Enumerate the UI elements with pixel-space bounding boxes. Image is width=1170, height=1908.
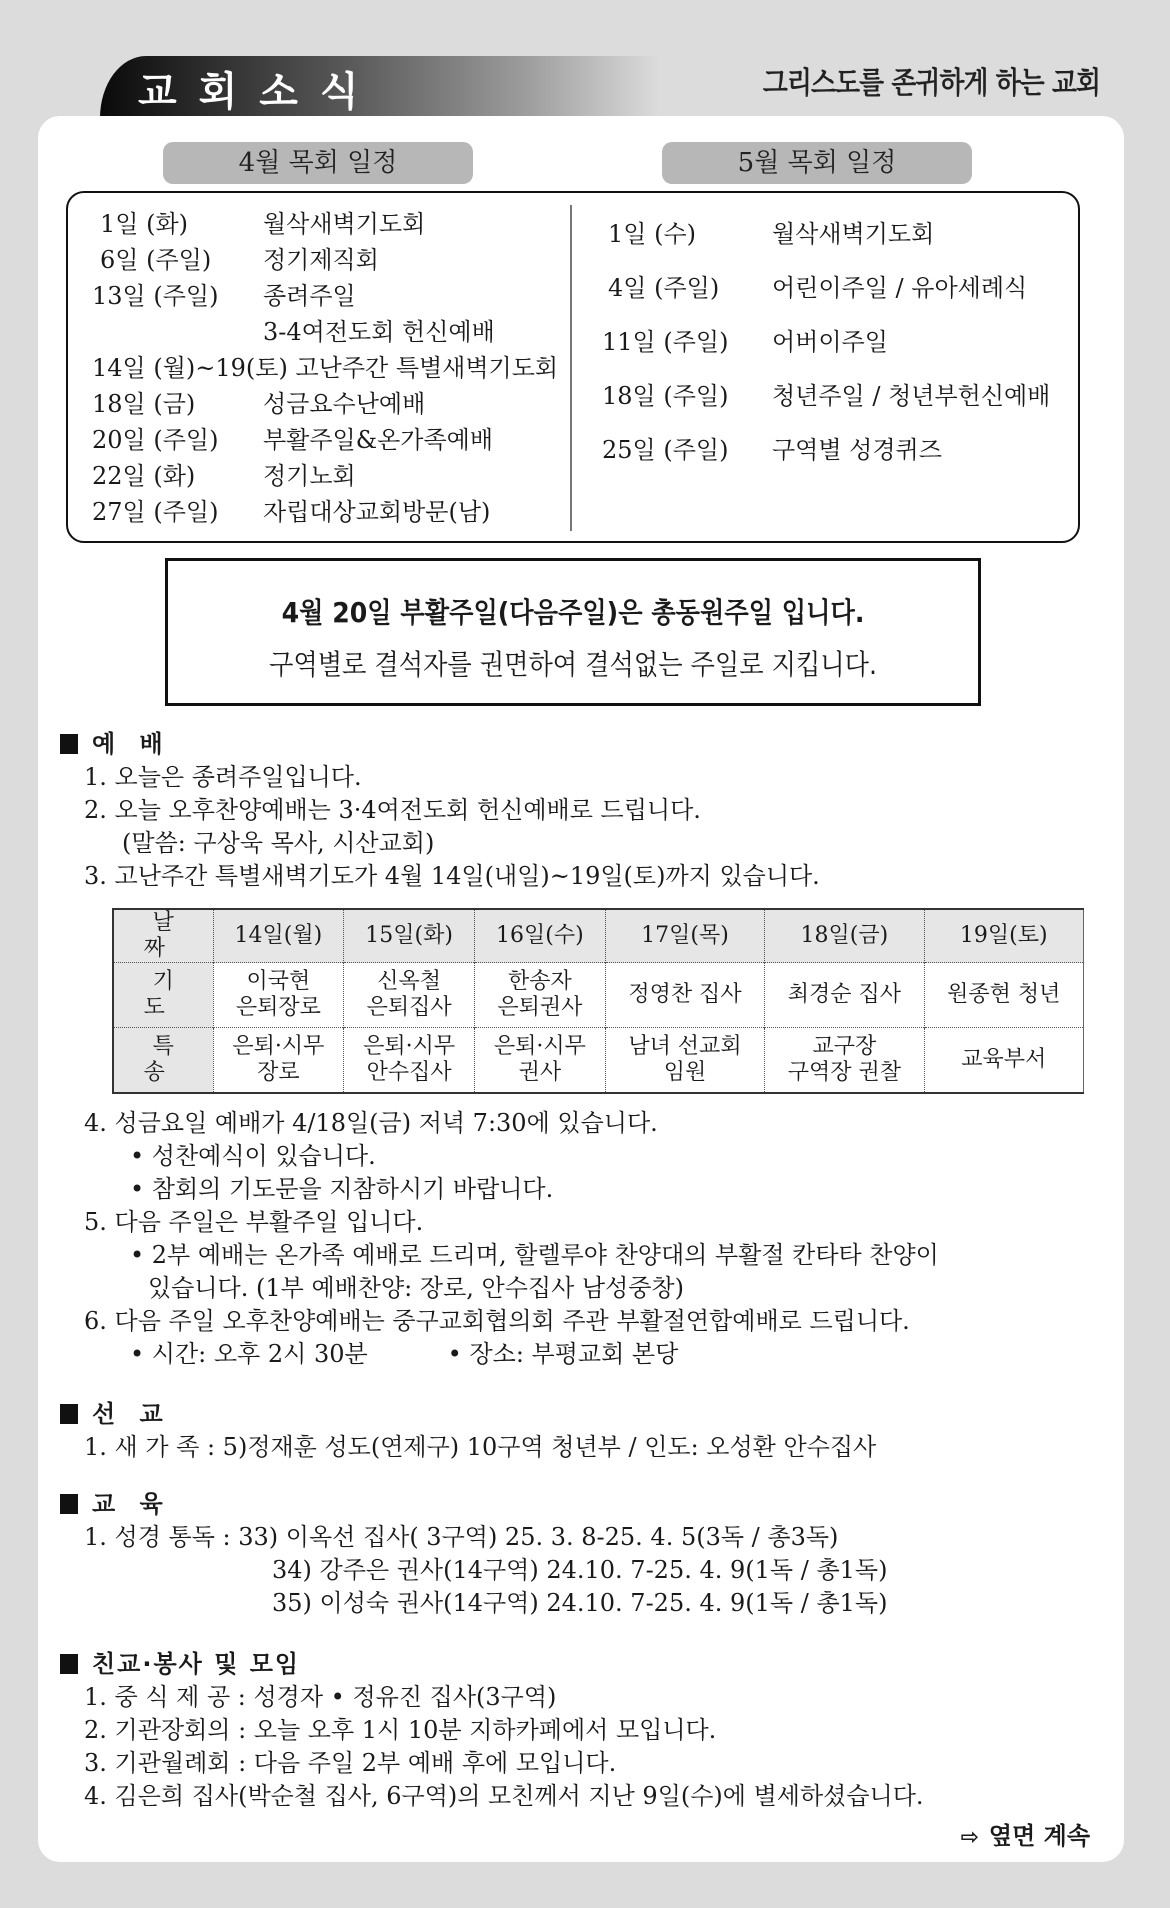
section-heading: 선 교 xyxy=(60,1397,1120,1431)
list-item: 1. 성경 통독 : 33) 이옥선 집사( 3구역) 25. 3. 8-25. 4. 5(3독 / 총3독) xyxy=(84,1523,839,1551)
table-row: 기 도 이국현 은퇴장로 신옥철 은퇴집사 한송자 은퇴권사 정영찬 집사 최경순 집사 원종현 청년 xyxy=(113,963,1084,1028)
square-bullet-icon xyxy=(60,1494,78,1514)
list-item: 35) 이성숙 권사(14구역) 24.10. 7-25. 4. 9(1독 / 총1독) xyxy=(272,1589,888,1617)
list-item: • 참회의 기도문을 지참하시기 바랍니다. xyxy=(130,1175,554,1203)
table-row: 날 짜 14일(월) 15일(화) 16일(수) 17일(목) 18일(금) 19일(토) xyxy=(113,909,1084,963)
schedule-divider xyxy=(570,205,572,531)
fellowship-section xyxy=(60,1647,1120,1813)
notice-box xyxy=(165,558,981,706)
mission-section xyxy=(60,1397,1120,1464)
section-heading: 친교·봉사 및 모임 xyxy=(60,1647,1120,1681)
square-bullet-icon xyxy=(60,734,78,754)
section-heading: 교 육 xyxy=(60,1487,1120,1521)
table-row: 특 송 은퇴·시무 장로 은퇴·시무 안수집사 은퇴·시무 권사 남녀 선교회 임원 교구장 구역장 권찰 교육부서 xyxy=(113,1028,1084,1093)
list-item: 3. 기관월례회 : 다음 주일 2부 예배 후에 모입니다. xyxy=(84,1749,617,1777)
continued-on-next-page: ⇨ 옆면 계속 xyxy=(960,1822,1090,1850)
list-item: 2. 기관장회의 : 오늘 오후 1시 10분 지하카페에서 모입니다. xyxy=(84,1716,717,1744)
list-item: (말씀: 구상욱 목사, 시산교회) xyxy=(122,829,435,857)
list-item: • 시간: 오후 2시 30분 • 장소: 부평교회 본당 xyxy=(130,1340,679,1368)
list-item: 4. 성금요일 예배가 4/18일(금) 저녁 7:30에 있습니다. xyxy=(84,1109,658,1137)
list-item: 2. 오늘 오후찬양예배는 3·4여전도회 헌신예배로 드립니다. xyxy=(84,796,701,824)
list-item: 4. 김은희 집사(박순철 집사, 6구역)의 모친께서 지난 9일(수)에 별세하셨습니다. xyxy=(84,1782,924,1810)
list-item: 3. 고난주간 특별새벽기도가 4월 14일(내일)~19일(토)까지 있습니다. xyxy=(84,862,820,890)
worship-section xyxy=(60,727,1120,893)
square-bullet-icon xyxy=(60,1404,78,1424)
page-header xyxy=(0,0,1170,118)
list-item: 34) 강주은 권사(14구역) 24.10. 7-25. 4. 9(1독 / 총1독) xyxy=(272,1556,888,1584)
list-item: 1. 오늘은 종려주일입니다. xyxy=(84,763,362,791)
list-item: 있습니다. (1부 예배찬양: 장로, 안수집사 남성중창) xyxy=(148,1274,684,1302)
list-item: 1. 중 식 제 공 : 성경자 • 정유진 집사(3구역) xyxy=(84,1683,557,1711)
prayer-schedule-table xyxy=(112,908,1084,1094)
education-section xyxy=(60,1487,1120,1620)
list-item: 6. 다음 주일 오후찬양예배는 중구교회협의회 주관 부활절연합예배로 드립니다. xyxy=(84,1307,910,1335)
church-slogan: 그리스도를 존귀하게 하는 교회 xyxy=(762,66,1100,101)
square-bullet-icon xyxy=(60,1654,78,1674)
april-schedule-label: 4월 목회 일정 xyxy=(163,142,473,184)
list-item: • 성찬예식이 있습니다. xyxy=(130,1142,376,1170)
page-title: 교회소식 xyxy=(138,69,381,115)
list-item: • 2부 예배는 온가족 예배로 드리며, 할렐루야 찬양대의 부활절 칸타타 찬양이 xyxy=(130,1241,939,1269)
worship-section-continued xyxy=(60,1107,1120,1371)
may-schedule-label: 5월 목회 일정 xyxy=(662,142,972,184)
list-item: 1. 새 가 족 : 5)정재훈 성도(연제구) 10구역 청년부 / 인도: 오성환 안수집사 xyxy=(84,1433,877,1461)
arrow-right-icon: ⇨ xyxy=(960,1825,979,1850)
list-item: 5. 다음 주일은 부활주일 입니다. xyxy=(84,1208,424,1236)
notice-subline: 구역별로 결석자를 권면하여 결석없는 주일로 지킵니다. xyxy=(269,648,877,681)
section-heading: 예 배 xyxy=(60,727,1120,761)
notice-headline: 4월 20일 부활주일(다음주일)은 총동원주일 입니다. xyxy=(281,596,865,629)
